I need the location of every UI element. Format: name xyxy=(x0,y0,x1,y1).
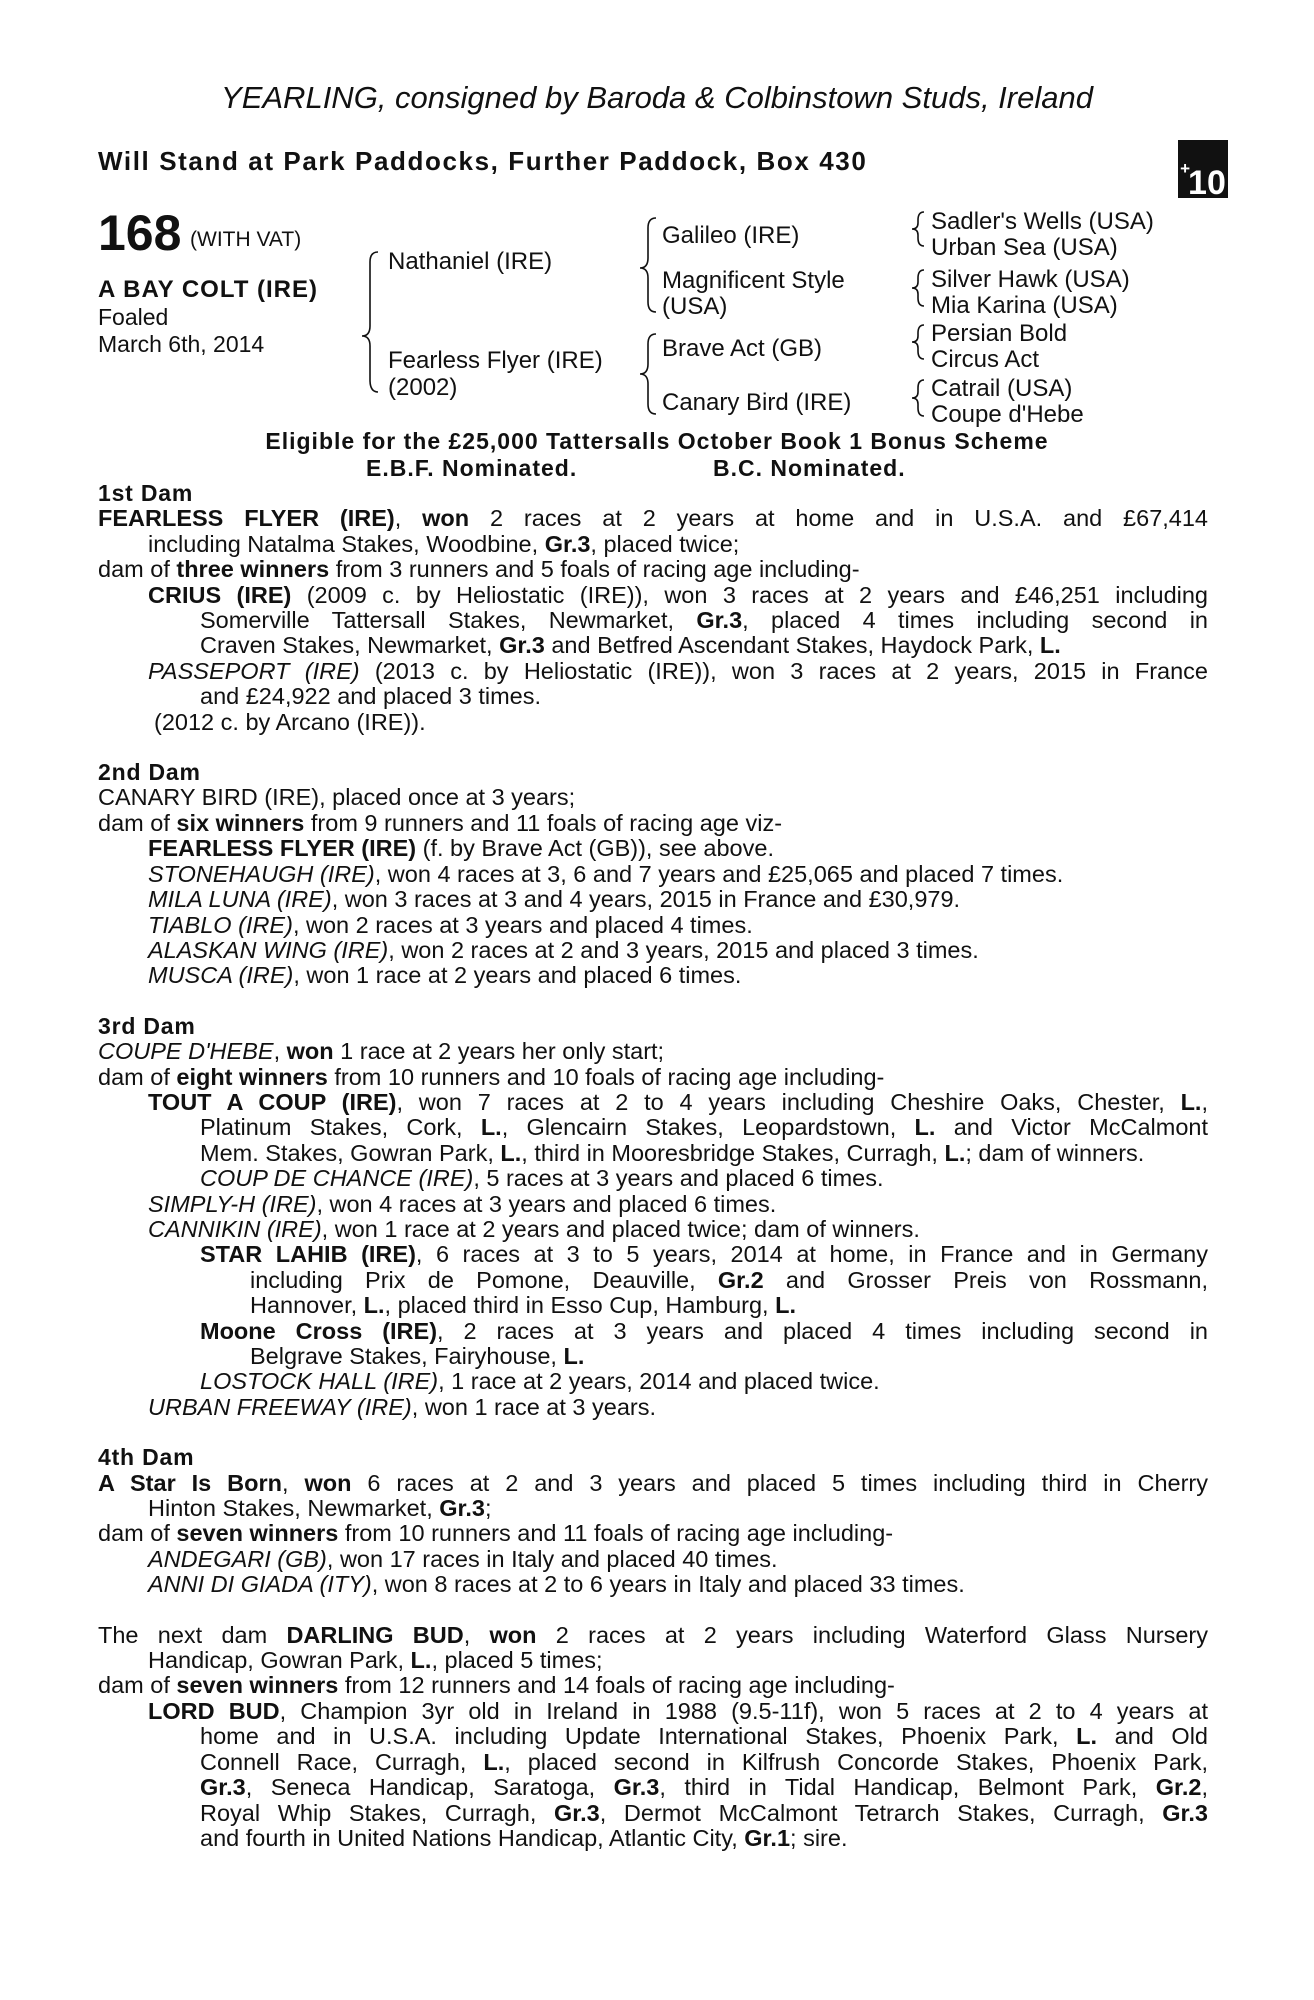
lb-5b: Gr.3 xyxy=(554,1799,600,1826)
dam4-won: won xyxy=(304,1469,352,1496)
tac-2d: L. xyxy=(914,1114,936,1141)
brace-g12 xyxy=(912,212,924,246)
passeport-name: PASSEPORT (IRE) xyxy=(148,657,360,684)
crius-line1 xyxy=(148,583,1208,608)
dam3-damof xyxy=(98,1065,1208,1090)
lb-4f: , xyxy=(1201,1774,1208,1801)
lot-description: A BAY COLT (IRE) xyxy=(98,276,319,303)
dam2-s3-name: TIABLO (IRE) xyxy=(148,911,293,938)
tac-3d: L. xyxy=(944,1139,966,1166)
pedigree-g4: Mia Karina (USA) xyxy=(931,292,1118,319)
dam4-heading: 4th Dam xyxy=(98,1444,195,1471)
dam2-ff xyxy=(148,836,1208,861)
pedigree-sire-dam: Magnificent Style xyxy=(662,267,845,294)
pedigree-g5: Persian Bold xyxy=(931,320,1068,347)
lb-name: LORD BUD xyxy=(148,1697,280,1724)
dam4-name: A Star Is Born xyxy=(98,1469,282,1496)
lb-3c: , placed second in Kilfrush Concorde Stakes, Phoenix Park, xyxy=(504,1748,1208,1775)
uf-name: URBAN FREEWAY (IRE) xyxy=(148,1393,412,1420)
sl-line1 xyxy=(200,1242,1208,1267)
dam3-line1: COUPE D'HEBE, won 1 race at 2 years her only start; xyxy=(98,1038,665,1065)
tac-line1 xyxy=(148,1090,1208,1115)
can-line xyxy=(148,1217,1208,1242)
pedigree-sire-sire: Galileo (IRE) xyxy=(662,222,800,249)
nextdam-text2a: Handicap, Gowran Park, xyxy=(148,1647,411,1674)
lb-line6 xyxy=(200,1826,1208,1851)
pedigree-sire: Nathaniel (IRE) xyxy=(388,248,553,275)
crius-text2a: Somerville Tattersall Stakes, Newmarket, xyxy=(200,607,697,634)
nextdam-damof-c: from 12 runners and 14 foals of racing age including- xyxy=(338,1672,895,1699)
dam2-damof-a: dam of xyxy=(98,809,177,836)
sl-3c: , placed third in Esso Cup, Hamburg, xyxy=(384,1292,776,1319)
cdc-name: COUP DE CHANCE (IRE) xyxy=(200,1165,474,1192)
brace-g78 xyxy=(912,380,924,416)
dam2-s4-name: ALASKAN WING (IRE) xyxy=(148,936,389,963)
dam4-text2c: ; xyxy=(484,1495,492,1522)
dam3-won: won xyxy=(286,1038,334,1065)
lb-line4 xyxy=(200,1775,1208,1800)
catalogue-body xyxy=(98,481,1208,1851)
brace-sire xyxy=(640,218,656,312)
lb-line3 xyxy=(200,1750,1208,1775)
sl-3a: Hannover, xyxy=(250,1292,364,1319)
nextdam-damof xyxy=(98,1673,1208,1698)
andegari-name: ANDEGARI (GB) xyxy=(148,1545,327,1572)
dam4-line2 xyxy=(148,1496,1208,1521)
dam2-s4-text: , won 2 races at 2 and 3 years, 2015 and placed 3 times. xyxy=(388,936,979,963)
dam1-damof-a: dam of xyxy=(98,556,177,583)
dam1-heading: 1st Dam xyxy=(98,480,194,506)
dam1-line1: FEARLESS FLYER (IRE), won 2 races at 2 years at home and in U.S.A. and £67,414 xyxy=(98,505,1209,532)
pedigree-sire-dam-country: (USA) xyxy=(662,293,728,320)
dam4-line1: A Star Is Born, won 6 races at 2 and 3 years and placed 5 times including third in Cherry xyxy=(98,1469,1209,1496)
dam1-damof xyxy=(98,557,1208,582)
lb-2b: L. xyxy=(1076,1723,1098,1750)
lb-1: , Champion 3yr old in Ireland in 1988 (9.5-11f), won 5 races at 2 to 4 years at xyxy=(279,1697,1208,1724)
stand-location: Will Stand at Park Paddocks, Further Paddock, Box 430 xyxy=(98,146,868,176)
dam2-s1-text: , won 4 races at 3, 6 and 7 years and £25,065 and placed 7 times. xyxy=(374,860,1064,887)
dam4-damof-a: dam of xyxy=(98,1520,177,1547)
lb-4b: , Seneca Handicap, Saratoga, xyxy=(245,1774,614,1801)
nextdam-won: won xyxy=(489,1621,537,1648)
dam2-s5-text: , won 1 race at 2 years and placed 6 times. xyxy=(293,962,742,989)
sl-3d: L. xyxy=(775,1292,796,1319)
nextdam-damof-a: dam of xyxy=(98,1672,177,1699)
nextdam-damof-b: seven winners xyxy=(176,1672,339,1699)
tac-2c: , Glencairn Stakes, Leopardstown, xyxy=(501,1114,915,1141)
nextdam-line2 xyxy=(148,1648,1208,1673)
sl-1: , 6 races at 3 to 5 years, 2014 at home, in France and in Germany xyxy=(415,1241,1208,1268)
sl-line3 xyxy=(250,1293,1208,1318)
tac-3e: ; dam of winners. xyxy=(965,1139,1145,1166)
lb-5d: Gr.3 xyxy=(1162,1799,1208,1826)
pedigree-dam: Fearless Flyer (IRE) xyxy=(388,347,603,374)
dam1-damof-b: three winners xyxy=(176,556,330,583)
sh-text: , won 4 races at 3 years and placed 6 times. xyxy=(316,1190,777,1217)
mc-2b: L. xyxy=(563,1343,585,1369)
crius-line2 xyxy=(200,608,1208,633)
arcano-line: (2012 c. by Arcano (IRE)). xyxy=(154,708,426,735)
dam1-won: won xyxy=(422,505,470,532)
dam3-damof-b: eight winners xyxy=(176,1063,328,1090)
tac-1c: , xyxy=(1201,1088,1208,1115)
pedigree-g7: Catrail (USA) xyxy=(931,375,1073,402)
dam4-text2a: Hinton Stakes, Newmarket, xyxy=(148,1495,440,1522)
dam1-damof-c: from 3 runners and 5 foals of racing age including- xyxy=(329,556,860,583)
dam2-damof xyxy=(98,811,1208,836)
crius-text3b: Gr.3 xyxy=(499,632,545,659)
crius-text3d: L. xyxy=(1039,632,1061,659)
mc-line2 xyxy=(250,1344,1208,1369)
passeport-line2: and £24,922 and placed 3 times. xyxy=(200,683,542,710)
brace-g34 xyxy=(912,270,924,306)
lb-6a: and fourth in United Nations Handicap, Atlantic City, xyxy=(200,1824,745,1851)
lb-4c: Gr.3 xyxy=(613,1774,660,1801)
dam3-damof-a: dam of xyxy=(98,1063,177,1090)
tac-2a: Platinum Stakes, Cork, xyxy=(200,1114,481,1141)
badge-number: 10 xyxy=(1188,164,1226,202)
dam2-heading: 2nd Dam xyxy=(98,759,201,786)
dam2-s2 xyxy=(148,887,1208,912)
dam3-heading: 3rd Dam xyxy=(98,1012,196,1039)
passeport-line1 xyxy=(148,659,1208,684)
badge-plus: + xyxy=(1180,159,1191,178)
dam2-s5-name: MUSCA (IRE) xyxy=(148,962,294,989)
dam1-text2a: including Natalma Stakes, Woodbine, xyxy=(148,530,545,557)
sl-line2 xyxy=(250,1268,1208,1293)
lb-line5 xyxy=(200,1801,1208,1826)
pedigree-g3: Silver Hawk (USA) xyxy=(931,266,1130,293)
dam2-s2-name: MILA LUNA (IRE) xyxy=(148,886,332,913)
tac-2b: L. xyxy=(480,1114,502,1141)
tac-line2 xyxy=(200,1115,1208,1140)
dam1-line2 xyxy=(148,532,1208,557)
sl-2a: including Prix de Pomone, Deauville, xyxy=(250,1266,718,1293)
brace-dam xyxy=(640,334,656,414)
mc-1: , 2 races at 3 years and placed 4 times including second in xyxy=(437,1317,1208,1344)
brace-main xyxy=(362,252,378,392)
dam3-damof-c: from 10 runners and 10 foals of racing age including- xyxy=(327,1063,885,1090)
lot-number: 168 xyxy=(98,205,182,261)
dam2-ff-text: (f. by Brave Act (GB)), see above. xyxy=(416,835,774,862)
dam2-s3 xyxy=(148,913,1208,938)
dam4-damof-b: seven winners xyxy=(176,1520,339,1547)
crius-text2c: , placed 4 times including second in xyxy=(742,607,1209,634)
lb-5a: Royal Whip Stakes, Curragh, xyxy=(200,1799,554,1826)
mc-line1 xyxy=(200,1319,1208,1344)
tac-1b: L. xyxy=(1180,1088,1202,1115)
pedigree-g2: Urban Sea (USA) xyxy=(931,234,1118,261)
brace-g56 xyxy=(912,325,924,359)
dam3-name: COUPE D'HEBE xyxy=(98,1038,274,1065)
cdc-line xyxy=(200,1166,1208,1191)
lb-4e: Gr.2 xyxy=(1155,1774,1202,1801)
lb-line2 xyxy=(200,1724,1208,1749)
dam2-s5 xyxy=(148,963,1208,988)
dam3-text: 1 race at 2 years her only start; xyxy=(333,1038,665,1065)
can-name: CANNIKIN (IRE) xyxy=(148,1215,322,1242)
lb-5c: , Dermot McCalmont Tetrarch Stakes, Curragh, xyxy=(599,1799,1163,1826)
lb-line1 xyxy=(148,1699,1208,1724)
sl-3b: L. xyxy=(363,1292,385,1319)
dam4-text1: 6 races at 2 and 3 years and placed 5 times including third in Cherry xyxy=(351,1469,1209,1496)
mc-2a: Belgrave Stakes, Fairyhouse, xyxy=(250,1343,564,1369)
passeport-text1: (2013 c. by Heliostatic (IRE)), won 3 races at 2 years, 2015 in France xyxy=(359,657,1208,684)
sh-name: SIMPLY-H (IRE) xyxy=(148,1190,317,1217)
nextdam-text2b: L. xyxy=(410,1647,432,1674)
tac-3a: Mem. Stakes, Gowran Park, xyxy=(200,1139,501,1166)
anni-name: ANNI DI GIADA (ITY) xyxy=(148,1571,372,1598)
uf-line xyxy=(148,1395,1208,1420)
nextdam-text2c: , placed 5 times; xyxy=(431,1647,603,1674)
pedigree-g1: Sadler's Wells (USA) xyxy=(931,208,1154,235)
eligibility-bonus: Eligible for the £25,000 Tattersalls October Book 1 Bonus Scheme xyxy=(265,428,1049,454)
tac-name: TOUT A COUP (IRE) xyxy=(148,1088,397,1115)
andegari-text: , won 17 races in Italy and placed 40 times. xyxy=(326,1545,778,1572)
dam1-text1: 2 races at 2 years at home and in U.S.A. and £67,414 xyxy=(469,505,1209,532)
sl-2c: and Grosser Preis von Rossmann, xyxy=(763,1266,1208,1293)
vat-note: (WITH VAT) xyxy=(190,228,302,251)
nextdam-text1: 2 races at 2 years including Waterford Glass Nursery xyxy=(536,1621,1208,1648)
lb-6b: Gr.1 xyxy=(744,1824,791,1851)
dam2-damof-c: from 9 runners and 11 foals of racing age viz- xyxy=(304,809,783,836)
pedigree-dam-dam: Canary Bird (IRE) xyxy=(662,389,852,416)
anni-line xyxy=(148,1572,1208,1597)
pedigree-g8: Coupe d'Hebe xyxy=(931,401,1084,428)
mc-name: Moone Cross (IRE) xyxy=(200,1317,438,1344)
dam4-text2b: Gr.3 xyxy=(439,1495,485,1522)
anni-text: , won 8 races at 2 to 6 years in Italy and placed 33 times. xyxy=(371,1571,965,1598)
uf-text: , won 1 race at 3 years. xyxy=(411,1393,657,1420)
dam2-s3-text: , won 2 races at 3 years and placed 4 times. xyxy=(292,911,753,938)
dam1-name: FEARLESS FLYER (IRE) xyxy=(98,505,395,532)
tac-2e: and Victor McCalmont xyxy=(935,1114,1208,1141)
crius-text2b: Gr.3 xyxy=(696,607,743,634)
dam4-damof xyxy=(98,1521,1208,1546)
andegari-line xyxy=(148,1547,1208,1572)
bc-nominated: B.C. Nominated. xyxy=(713,455,906,481)
sl-name: STAR LAHIB (IRE) xyxy=(200,1241,416,1268)
foaled-date: March 6th, 2014 xyxy=(98,331,265,357)
lh-text: , 1 race at 2 years, 2014 and placed twice. xyxy=(438,1368,880,1395)
lh-line xyxy=(200,1369,1208,1394)
lb-4a: Gr.3 xyxy=(200,1774,246,1801)
crius-text3a: Craven Stakes, Newmarket, xyxy=(200,632,500,659)
dam2-s1 xyxy=(148,862,1208,887)
dam2-damof-b: six winners xyxy=(176,809,305,836)
pedigree-dam-sire: Brave Act (GB) xyxy=(662,335,823,362)
dam1-text2b: , placed twice; xyxy=(590,530,740,557)
lb-6c: ; sire. xyxy=(790,1824,848,1851)
crius-line3 xyxy=(200,633,1208,658)
can-text: , won 1 race at 2 years and placed twice; dam of winners. xyxy=(321,1215,920,1242)
sh-line xyxy=(148,1192,1208,1217)
lb-2a: home and in U.S.A. including Update International Stakes, Phoenix Park, xyxy=(200,1723,1077,1750)
tac-3c: , third in Mooresbridge Stakes, Curragh, xyxy=(521,1139,945,1166)
dam2-s2-text: , won 3 races at 3 and 4 years, 2015 in France and £30,979. xyxy=(331,886,961,913)
crius-name: CRIUS (IRE) xyxy=(148,581,292,608)
sl-2b: Gr.2 xyxy=(717,1266,764,1293)
lh-name: LOSTOCK HALL (IRE) xyxy=(200,1368,439,1395)
tac-3b: L. xyxy=(500,1139,522,1166)
dam4-damof-c: from 10 runners and 11 foals of racing age including- xyxy=(338,1520,894,1547)
tac-1a: , won 7 races at 2 to 4 years including Cheshire Oaks, Chester, xyxy=(396,1088,1181,1115)
nextdam-name: DARLING BUD xyxy=(286,1621,464,1648)
nextdam-line1: The next dam DARLING BUD, won 2 races at 2 years including Waterford Glass Nursery xyxy=(98,1621,1208,1648)
nextdam-intro: The next dam xyxy=(98,1621,287,1648)
dam2-s4 xyxy=(148,938,1208,963)
crius-text1: (2009 c. by Heliostatic (IRE)), won 3 races at 2 years and £46,251 including xyxy=(291,581,1208,608)
page-title: YEARLING, consigned by Baroda & Colbinstown Studs, Ireland xyxy=(221,80,1093,115)
pedigree-dam-year: (2002) xyxy=(388,374,458,401)
ebf-nominated: E.B.F. Nominated. xyxy=(366,455,578,481)
crius-text3c: and Betfred Ascendant Stakes, Haydock Park, xyxy=(544,632,1040,659)
pedigree-g6: Circus Act xyxy=(931,346,1040,373)
dam2-s1-name: STONEHAUGH (IRE) xyxy=(148,860,375,887)
tac-line3 xyxy=(200,1141,1208,1166)
lb-3a: Connell Race, Curragh, xyxy=(200,1748,484,1775)
dam1-gr3: Gr.3 xyxy=(544,530,591,557)
lb-4d: , third in Tidal Handicap, Belmont Park, xyxy=(659,1774,1156,1801)
lb-2c: and Old xyxy=(1097,1723,1208,1750)
cdc-text: , 5 races at 3 years and placed 6 times. xyxy=(473,1165,884,1192)
lb-3b: L. xyxy=(483,1748,505,1775)
dam2-line1: CANARY BIRD (IRE), placed once at 3 years; xyxy=(98,784,576,811)
dam2-ff-name: FEARLESS FLYER (IRE) xyxy=(148,835,417,862)
foaled-label: Foaled xyxy=(98,304,169,330)
